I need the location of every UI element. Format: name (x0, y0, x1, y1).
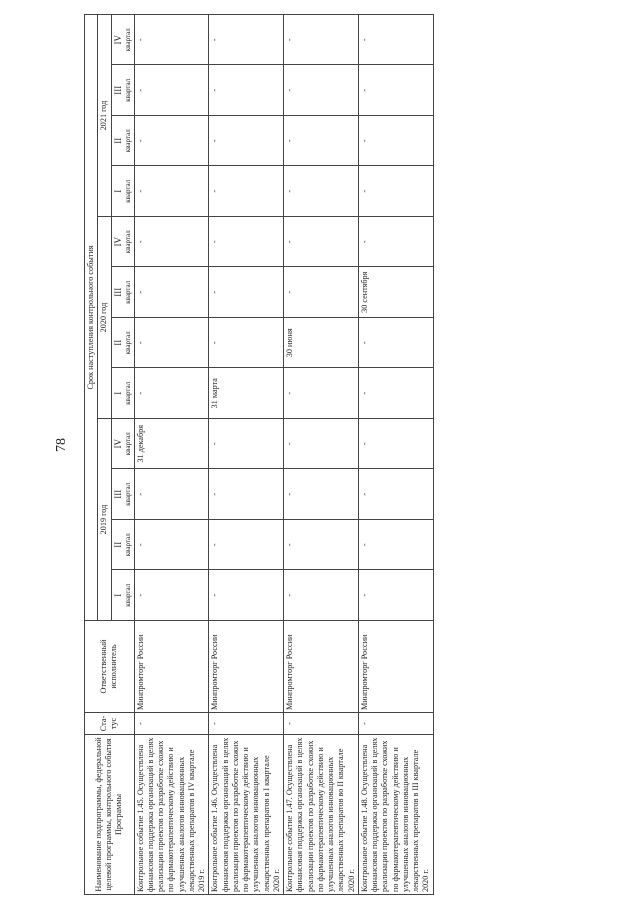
deadline-cell: - (358, 14, 433, 65)
page-number: 78 (54, 438, 69, 452)
quarter-label: квартал (123, 533, 132, 557)
deadline-cell: - (209, 469, 284, 520)
table-body (134, 14, 433, 894)
event-name: Контрольное событие 1.47. Осуществлена финансовая поддержка организаций в целях реализации проектов по разработке схожих по фармакотерапевтическому действию и улучшенных аналогов инновационных лекарственных препаратов во II квартале 2020 г. (284, 735, 359, 895)
event-executor: Минпромторг России (358, 621, 433, 713)
deadline-cell: - (358, 166, 433, 217)
deadline-cell: - (134, 570, 209, 621)
quarter-label: квартал (123, 28, 132, 52)
quarter-number: IV (112, 237, 123, 247)
deadline-cell: - (358, 217, 433, 268)
header-quarter (111, 469, 134, 520)
header-quarter (111, 14, 134, 65)
deadline-cell: - (209, 116, 284, 167)
header-quarter (111, 267, 134, 318)
deadline-cell: - (284, 419, 359, 470)
quarter-number: IV (112, 439, 123, 449)
table-row (209, 14, 284, 894)
header-quarter (111, 419, 134, 470)
quarter-number: III (112, 489, 123, 499)
header-quarter (111, 65, 134, 116)
quarter-label: квартал (123, 432, 132, 456)
deadline-cell: - (358, 570, 433, 621)
header-quarter (111, 116, 134, 167)
header-name: Наименование подпрограммы, федеральной целевой программы, контрольного события Программы (85, 735, 135, 895)
quarter-number: I (112, 391, 123, 395)
deadline-cell: - (209, 267, 284, 318)
header-status: Ста-тус (85, 713, 135, 735)
deadline-cell: 31 марта (209, 368, 284, 419)
deadline-cell: - (209, 318, 284, 369)
quarter-label: квартал (123, 280, 132, 304)
document-filename (0, 821, 1, 864)
quarter-label: квартал (123, 331, 132, 355)
quarter-label: квартал (123, 583, 132, 607)
deadline-cell: - (284, 368, 359, 419)
deadline-cell: - (209, 166, 284, 217)
header-executor: Ответственный исполнитель (85, 621, 135, 713)
quarter-label: квартал (123, 78, 132, 102)
deadline-cell: - (358, 469, 433, 520)
deadline-cell: - (284, 469, 359, 520)
quarter-number: II (112, 137, 123, 144)
header-quarter (111, 570, 134, 621)
deadline-cell: - (284, 166, 359, 217)
header-quarter (111, 318, 134, 369)
deadline-cell: - (134, 520, 209, 571)
deadline-cell: - (209, 419, 284, 470)
table-row (358, 14, 433, 894)
deadline-cell: - (134, 14, 209, 65)
deadline-cell: - (209, 14, 284, 65)
header-year-2020: 2020 год (98, 217, 111, 419)
deadline-cell: - (134, 116, 209, 167)
quarter-number: III (112, 287, 123, 297)
quarter-label: квартал (123, 129, 132, 153)
header-year-2021: 2021 год (98, 14, 111, 216)
deadline-cell: 30 июня (284, 318, 359, 369)
table-row (284, 14, 359, 894)
deadline-cell: - (358, 520, 433, 571)
deadline-cell: - (284, 217, 359, 268)
event-executor: Минпромторг России (209, 621, 284, 713)
event-name: Контрольное событие 1.45. Осуществлена финансовая поддержка организаций в целях реализации проектов по разработке схожих по фармакотерапевтическому действию и улучшенных аналогов инновационных лекарственных препаратов в IV квартале 2019 г. (134, 735, 209, 895)
deadline-cell: 31 декабря (134, 419, 209, 470)
deadline-cell: - (134, 318, 209, 369)
header-year-2019: 2019 год (98, 419, 111, 621)
deadline-cell: - (209, 520, 284, 571)
deadline-cell: - (284, 570, 359, 621)
quarter-number: I (112, 593, 123, 597)
quarter-number: II (112, 339, 123, 346)
table-row (134, 14, 209, 894)
control-events-table (84, 14, 434, 895)
deadline-cell: - (358, 65, 433, 116)
deadline-cell: - (134, 267, 209, 318)
deadline-cell: 30 сентября (358, 267, 433, 318)
deadline-cell: - (209, 65, 284, 116)
deadline-cell: - (134, 368, 209, 419)
deadline-cell: - (284, 65, 359, 116)
quarter-number: I (112, 189, 123, 193)
deadline-cell: - (134, 217, 209, 268)
deadline-cell: - (358, 419, 433, 470)
event-name: Контрольное событие 1.48. Осуществлена финансовая поддержка организаций в целях реализации проектов по разработке схожих по фармакотерапевтическому действию и улучшенных аналогов инновационных лекарственных препаратов в III квартале 2020 г. (358, 735, 433, 895)
deadline-cell: - (134, 65, 209, 116)
header-quarter (111, 217, 134, 268)
quarter-number: III (112, 85, 123, 95)
event-executor: Минпромторг России (134, 621, 209, 713)
quarter-label: квартал (123, 230, 132, 254)
header-quarter (111, 368, 134, 419)
deadline-cell: - (284, 267, 359, 318)
event-executor: Минпромторг России (284, 621, 359, 713)
deadline-cell: - (358, 368, 433, 419)
event-status: - (284, 713, 359, 735)
event-status: - (209, 713, 284, 735)
quarter-label: квартал (123, 482, 132, 506)
quarter-label: квартал (123, 179, 132, 203)
deadline-cell: - (358, 318, 433, 369)
quarter-number: IV (112, 35, 123, 45)
header-quarter (111, 166, 134, 217)
rotated-table-container (84, 15, 559, 895)
deadline-cell: - (209, 570, 284, 621)
deadline-cell: - (209, 217, 284, 268)
quarter-number: II (112, 541, 123, 548)
deadline-cell: - (134, 469, 209, 520)
header-quarter (111, 520, 134, 571)
event-status: - (134, 713, 209, 735)
deadline-cell: - (358, 116, 433, 167)
event-status: - (358, 713, 433, 735)
header-deadline: Срок наступления контрольного события (85, 14, 98, 620)
deadline-cell: - (284, 520, 359, 571)
event-name: Контрольное событие 1.46. Осуществлена финансовая поддержка организаций в целях реализации проектов по разработке схожих по фармакотерапевтическому действию и улучшенных аналогов инновационных лекарственных препаратов в I квартале 2020 г. (209, 735, 284, 895)
deadline-cell: - (284, 116, 359, 167)
deadline-cell: - (134, 166, 209, 217)
deadline-cell: - (284, 14, 359, 65)
quarter-label: квартал (123, 381, 132, 405)
